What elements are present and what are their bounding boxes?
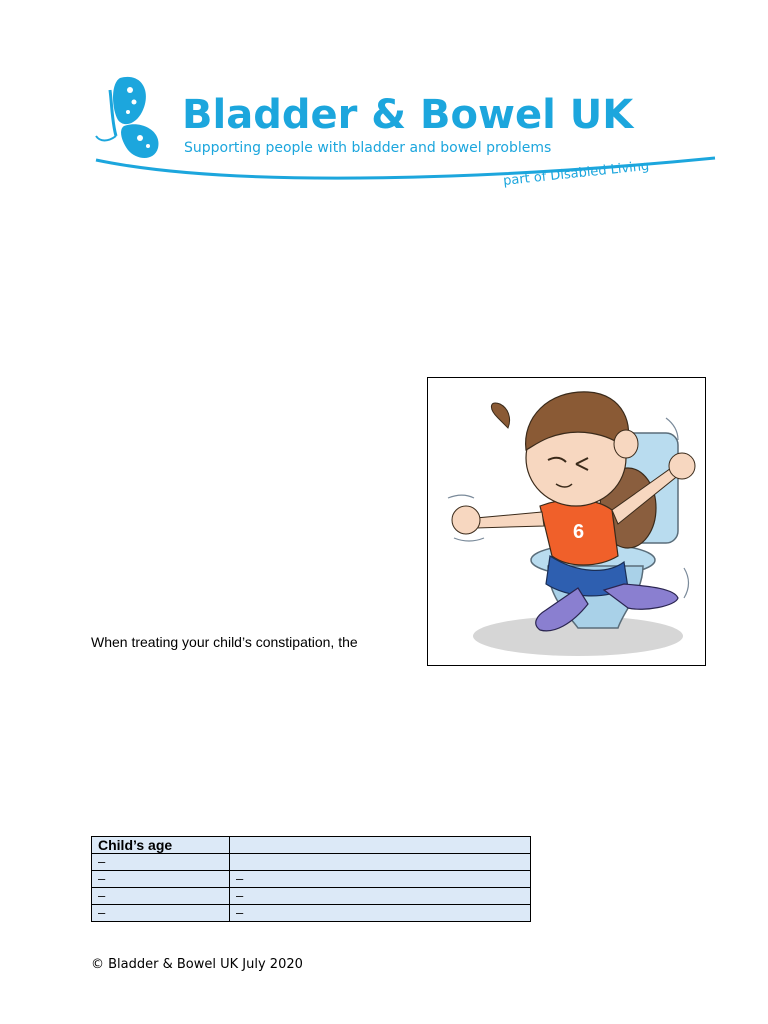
logo-part-of: part of Disabled Living — [502, 158, 650, 189]
table-cell: – — [92, 854, 230, 871]
table-cell: – — [230, 888, 531, 905]
child-on-toilet-illustration — [427, 377, 706, 666]
logo-tagline: Supporting people with bladder and bowel problems — [184, 140, 552, 156]
table-header-cell — [230, 837, 531, 854]
table-header-row — [92, 837, 531, 854]
svg-text:6: 6 — [573, 521, 585, 543]
copyright-footer: © Bladder & Bowel UK July 2020 — [91, 957, 303, 972]
table-row — [92, 871, 531, 888]
brand-logo — [90, 70, 720, 210]
table-cell: – — [230, 905, 531, 922]
age-table — [91, 836, 531, 922]
table-cell: – — [92, 888, 230, 905]
intro-text: When treating your child’s constipation, the — [91, 634, 358, 650]
table-row — [92, 854, 531, 871]
table-cell: – — [92, 871, 230, 888]
table-cell — [230, 854, 531, 871]
logo-title: Bladder & Bowel UK — [182, 92, 634, 138]
table-cell: – — [92, 905, 230, 922]
table-row — [92, 888, 531, 905]
table-header-cell: Child’s age — [92, 837, 230, 854]
table-cell: – — [230, 871, 531, 888]
table-row — [92, 905, 531, 922]
